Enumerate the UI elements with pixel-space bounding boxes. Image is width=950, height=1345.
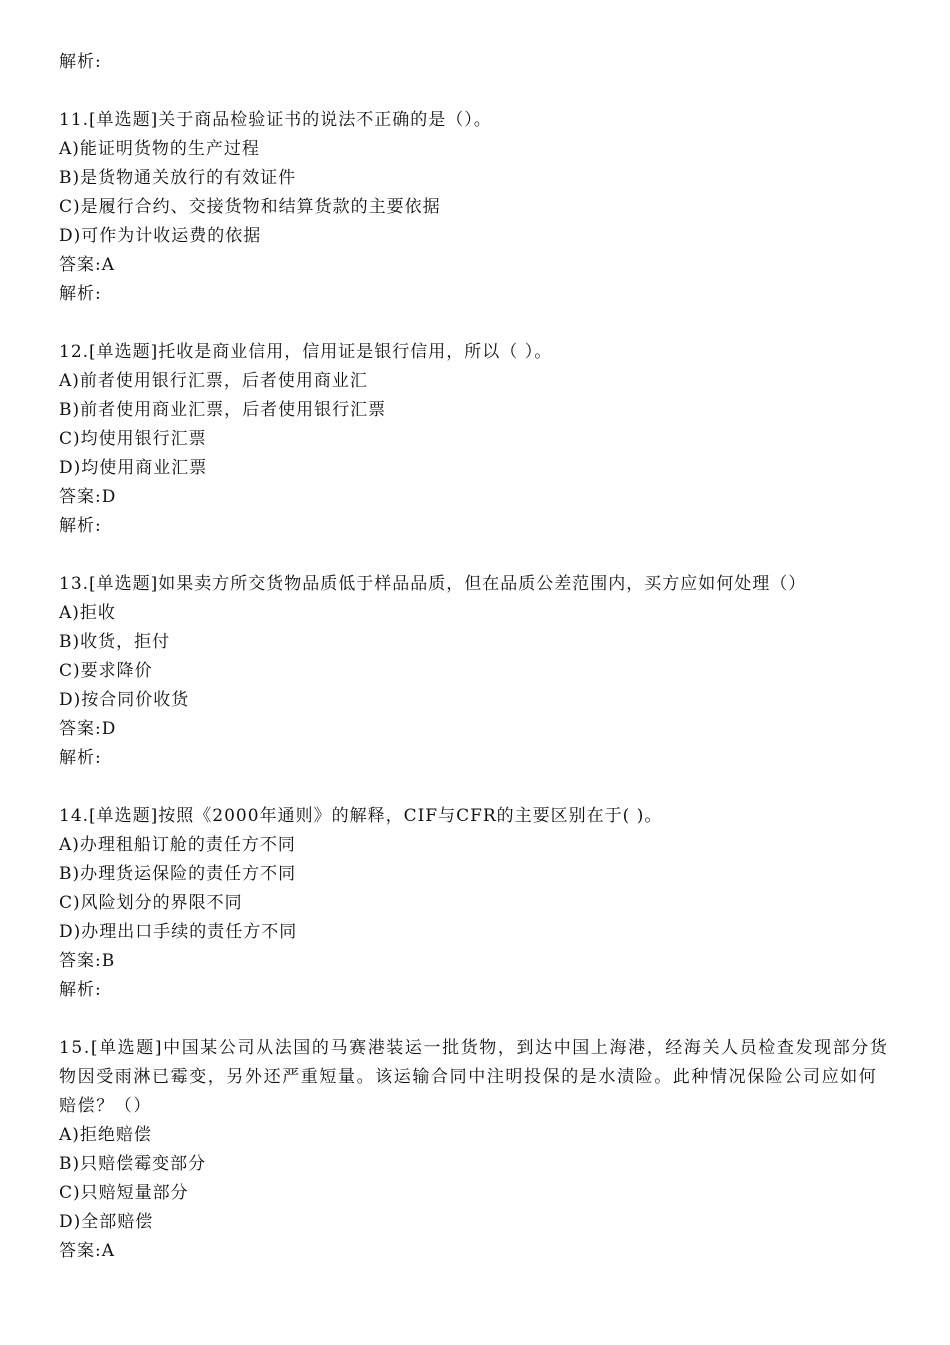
option-c: C)要求降价	[59, 661, 153, 681]
option-a: A)办理租船订舱的责任方不同	[59, 835, 296, 855]
option-b: B)办理货运保险的责任方不同	[59, 864, 297, 884]
option-d: D)可作为计收运费的依据	[59, 226, 262, 246]
question-stem: 15.[单选题]中国某公司从法国的马赛港装运一批货物，到达中国上海港，经海关人员检查发现部分货物因受雨淋已霉变，另外还严重短量。该运输合同中注明投保的是水渍险。此种情况保险公司应如何赔偿？（）	[59, 1038, 889, 1116]
question-11	[59, 106, 899, 309]
spacer	[59, 541, 899, 570]
question-stem: 12.[单选题]托收是商业信用，信用证是银行信用，所以（ ）。	[59, 342, 553, 362]
question-stem: 14.[单选题]按照《2000年通则》的解释，CIF与CFR的主要区别在于( )。	[59, 806, 663, 826]
answer-line: 答案:D	[59, 487, 117, 507]
option-a: A)拒收	[59, 603, 116, 623]
option-c: C)均使用银行汇票	[59, 429, 207, 449]
option-d: D)全部赔偿	[59, 1212, 154, 1232]
spacer	[59, 773, 899, 802]
question-15	[59, 1034, 899, 1266]
analysis-line: 解析:	[59, 516, 102, 536]
question-14	[59, 802, 899, 1005]
option-b: B)前者使用商业汇票，后者使用银行汇票	[59, 400, 387, 420]
question-13	[59, 570, 899, 773]
option-b: B)是货物通关放行的有效证件	[59, 168, 297, 188]
question-12	[59, 338, 899, 541]
spacer	[59, 77, 899, 106]
question-stem: 11.[单选题]关于商品检验证书的说法不正确的是（）。	[59, 110, 492, 130]
question-stem: 13.[单选题]如果卖方所交货物品质低于样品品质，但在品质公差范围内，买方应如何处理（）	[59, 574, 807, 594]
option-a: A)拒绝赔偿	[59, 1125, 152, 1145]
analysis-line: 解析:	[59, 980, 102, 1000]
answer-line: 答案:A	[59, 1241, 116, 1261]
answer-line: 答案:B	[59, 951, 116, 971]
answer-line: 答案:A	[59, 255, 116, 275]
analysis-line: 解析:	[59, 748, 102, 768]
option-d: D)办理出口手续的责任方不同	[59, 922, 298, 942]
answer-line: 答案:D	[59, 719, 117, 739]
option-a: A)能证明货物的生产过程	[59, 139, 260, 159]
spacer	[59, 1005, 899, 1034]
option-a: A)前者使用银行汇票，后者使用商业汇	[59, 371, 368, 391]
spacer	[59, 309, 899, 338]
document-page	[59, 48, 899, 1266]
analysis-line: 解析:	[59, 284, 102, 304]
option-c: C)风险划分的界限不同	[59, 893, 243, 913]
intro-analysis-label: 解析:	[59, 52, 102, 72]
option-b: B)收货，拒付	[59, 632, 171, 652]
option-b: B)只赔偿霉变部分	[59, 1154, 207, 1174]
option-c: C)只赔短量部分	[59, 1183, 189, 1203]
option-c: C)是履行合约、交接货物和结算货款的主要依据	[59, 197, 441, 217]
option-d: D)按合同价收货	[59, 690, 190, 710]
option-d: D)均使用商业汇票	[59, 458, 208, 478]
